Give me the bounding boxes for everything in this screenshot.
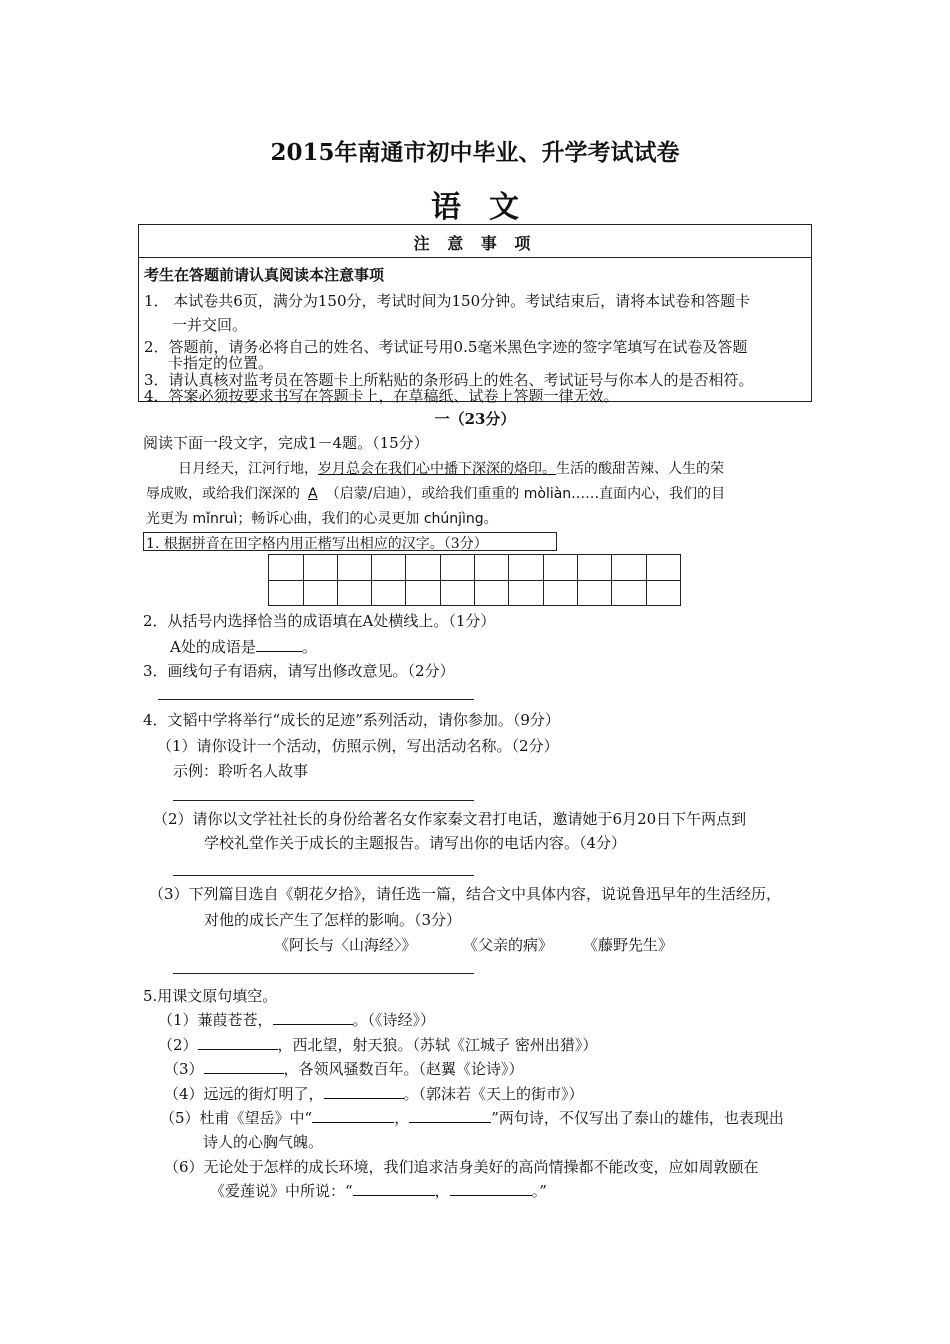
notice-item-1-cont: 一并交回。 bbox=[172, 316, 248, 334]
grid-cell[interactable] bbox=[509, 555, 544, 581]
q4-sub2: （2）请你以文学社社长的身份给著名女作家秦文君打电话，邀请她于6月20日下午两点到 bbox=[153, 810, 747, 828]
grid-cell[interactable] bbox=[338, 555, 372, 581]
grid-cell[interactable] bbox=[441, 555, 475, 581]
grid-cell[interactable] bbox=[475, 581, 509, 605]
passage-line-2 bbox=[146, 483, 725, 503]
grid-cell[interactable] bbox=[406, 581, 441, 605]
grid-cell[interactable] bbox=[475, 555, 509, 581]
q5-s6: （6）无论处于怎样的成长环境，我们追求洁身美好的高尚情操都不能改变，应如周敦颐在 bbox=[164, 1158, 759, 1176]
notice-item-3: 3．请认真核对监考员在答题卡上所粘贴的条形码上的姓名、考试证号与你本人的是否相符。 bbox=[144, 371, 754, 389]
notice-intro: 考生在答题前请认真阅读本注意事项 bbox=[144, 266, 385, 284]
grid-cell[interactable] bbox=[372, 581, 406, 605]
grid-cell[interactable] bbox=[612, 555, 647, 581]
q4-text: 4．文韬中学将举行“成长的足迹”系列活动，请你参加。（9分） bbox=[143, 711, 560, 729]
section-instruction: 阅读下面一段文字，完成1－4题。（15分） bbox=[143, 434, 429, 452]
q2-answer-blank[interactable] bbox=[256, 637, 302, 652]
q5-s5-text: （5）杜甫《望岳》中“ bbox=[160, 1109, 313, 1127]
q4-sub3-cont: 对他的成长产生了怎样的影响。（3分） bbox=[204, 911, 462, 929]
q5-s4 bbox=[164, 1083, 584, 1104]
q5-s5-comma: ， bbox=[394, 1109, 410, 1127]
q5-s6-end: 。” bbox=[531, 1182, 547, 1200]
grid-cell[interactable] bbox=[269, 555, 304, 581]
q4-sub2-answer-line[interactable] bbox=[173, 875, 474, 876]
blank-a: A bbox=[308, 486, 318, 502]
grid-cell[interactable] bbox=[544, 555, 578, 581]
notice-heading: 注 意 事 项 bbox=[413, 234, 537, 253]
grid-cell[interactable] bbox=[304, 581, 338, 605]
q4-sub1: （1）请你设计一个活动，仿照示例，写出活动名称。（2分） bbox=[157, 737, 559, 755]
grid-cell[interactable] bbox=[578, 555, 612, 581]
q5-s6-blank-1[interactable] bbox=[353, 1181, 435, 1196]
q5-s5-text-2: ”两句诗，不仅写出了泰山的雄伟，也表现出 bbox=[491, 1109, 784, 1127]
work-title-2: 《父亲的病》 bbox=[463, 936, 554, 954]
q5-s3 bbox=[164, 1058, 524, 1079]
q3-text: 3．画线句子有语病，请写出修改意见。（2分） bbox=[143, 662, 455, 680]
q5-s3-text: ，各领风骚数百年。（赵翼《论诗》） bbox=[283, 1060, 524, 1078]
q5-s6-comma: ， bbox=[434, 1182, 450, 1200]
q4-sub3: （3）下列篇目选自《朝花夕拾》，请任选一篇，结合文中具体内容，说说鲁迅早年的生活经历， bbox=[149, 885, 782, 903]
q4-example: 示例：聆听名人故事 bbox=[173, 762, 309, 780]
q5-s6-cont bbox=[210, 1180, 547, 1201]
tianzige-grid bbox=[268, 554, 681, 606]
notice-item-2-cont: 卡指定的位置。 bbox=[168, 354, 274, 372]
q5-s2 bbox=[158, 1034, 597, 1055]
q5-s1 bbox=[158, 1009, 435, 1030]
q5-s4-text: （4）远远的街灯明了， bbox=[164, 1085, 324, 1103]
q5-s6-text: 《爱莲说》中所说：“ bbox=[210, 1182, 353, 1200]
q5-s1-source: 。（《诗经》） bbox=[352, 1011, 436, 1029]
exam-title: 2015年南通市初中毕业、升学考试试卷 bbox=[270, 139, 680, 166]
q5-s3-num: （3） bbox=[164, 1060, 204, 1078]
passage-text: 生活的酸甜苦辣、人生的荣 bbox=[556, 461, 724, 477]
q4-sub1-answer-line[interactable] bbox=[173, 800, 474, 801]
q4-sub3-answer-line[interactable] bbox=[173, 973, 474, 974]
grid-cell[interactable] bbox=[647, 581, 680, 605]
q5-s5 bbox=[160, 1107, 784, 1128]
subject-title: 语文 bbox=[431, 190, 547, 225]
q5-s5-blank-1[interactable] bbox=[312, 1108, 394, 1123]
q5-s3-blank[interactable] bbox=[204, 1059, 284, 1074]
q1-text: 1. 根据拼音在田字格内用正楷写出相应的汉字。（3分） bbox=[146, 536, 488, 552]
q5-s4-blank[interactable] bbox=[324, 1084, 404, 1099]
grid-cell[interactable] bbox=[647, 555, 680, 581]
grid-cell[interactable] bbox=[338, 581, 372, 605]
notice-item-4: 4．答案必须按要求书写在答题卡上，在草稿纸、试卷上答题一律无效。 bbox=[144, 387, 619, 405]
passage-text: 辱成败，或给我们深深的 bbox=[146, 486, 300, 502]
work-title-3: 《藤野先生》 bbox=[583, 936, 674, 954]
q4-sub2-cont: 学校礼堂作关于成长的主题报告。请写出你的电话内容。（4分） bbox=[204, 834, 627, 852]
grid-cell[interactable] bbox=[304, 555, 338, 581]
q5-s1-blank[interactable] bbox=[273, 1010, 353, 1025]
q5-s1-text: （1）蒹葭苍苍， bbox=[158, 1011, 273, 1029]
passage-text: 日月经天，江河行地， bbox=[178, 461, 318, 477]
grid-cell[interactable] bbox=[578, 581, 612, 605]
q2-answer-prefix: A处的成语是 bbox=[170, 638, 256, 656]
grid-cell[interactable] bbox=[406, 555, 441, 581]
q5-s2-text: ，西北望，射天狼。（苏轼《江城子 密州出猎》） bbox=[277, 1036, 598, 1054]
grid-cell[interactable] bbox=[441, 581, 475, 605]
q5-text: 5.用课文原句填空。 bbox=[143, 987, 278, 1005]
grid-cell[interactable] bbox=[269, 581, 304, 605]
passage-text: （启蒙/启迪），或给我们重重的 mòliàn……直面内心，我们的目 bbox=[325, 486, 726, 502]
notice-item-1: 1． 本试卷共6页，满分为150分，考试时间为150分钟。考试结束后，请将本试卷和答题卡 bbox=[144, 292, 751, 310]
notice-divider bbox=[139, 257, 811, 258]
q2-text: 2．从括号内选择恰当的成语填在A处横线上。（1分） bbox=[143, 612, 496, 630]
section-heading: 一（23分） bbox=[434, 410, 516, 428]
q5-s5-cont: 诗人的心胸气魄。 bbox=[203, 1133, 324, 1151]
q5-s6-blank-2[interactable] bbox=[450, 1181, 532, 1196]
q5-s2-blank[interactable] bbox=[198, 1035, 278, 1050]
passage-line-1 bbox=[178, 458, 724, 478]
q3-answer-line[interactable] bbox=[158, 699, 474, 700]
q2-answer bbox=[170, 636, 317, 657]
q2-answer-suffix: 。 bbox=[301, 638, 317, 656]
q5-s4-source: 。（郭沫若《天上的街市》） bbox=[403, 1085, 584, 1103]
grid-cell[interactable] bbox=[509, 581, 544, 605]
grid-cell[interactable] bbox=[612, 581, 647, 605]
underlined-sentence: 岁月总会在我们心中播下深深的烙印。 bbox=[318, 461, 556, 477]
grid-cell[interactable] bbox=[544, 581, 578, 605]
work-title-1: 《阿长与〈山海经〉》 bbox=[274, 936, 417, 954]
q5-s2-num: （2） bbox=[158, 1036, 198, 1054]
passage-line-3: 光更为 mǐnruì；畅诉心曲，我们的心灵更加 chúnjìng。 bbox=[146, 511, 498, 527]
notice-item-2: 2．答题前，请务必将自己的姓名、考试证号用0.5毫米黑色字迹的签字笔填写在试卷及答题 bbox=[144, 338, 748, 356]
q5-s5-blank-2[interactable] bbox=[409, 1108, 491, 1123]
grid-cell[interactable] bbox=[372, 555, 406, 581]
